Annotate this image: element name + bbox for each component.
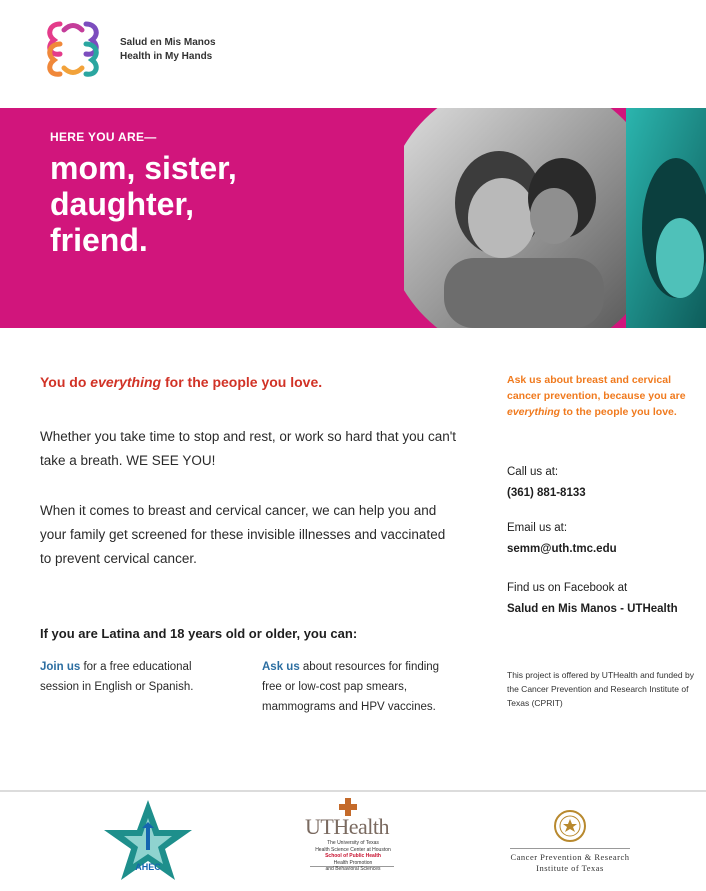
screening-paragraph: When it comes to breast and cervical cancer, we can help you and your family get screened for these invisible illnesses and vaccinated to prevent cervical cancer.	[40, 503, 446, 566]
side-callout-emphasis: everything	[507, 406, 561, 418]
intro-paragraph: Whether you take time to stop and rest, or work so hard that you can't take a breath. WE SEE YOU!	[40, 429, 457, 468]
facebook-label: Find us on Facebook at	[507, 582, 628, 594]
hero-title-line: friend.	[50, 222, 148, 258]
uthealth-line: Health Science Center at Houston	[315, 846, 391, 853]
phone-label: Call us at:	[507, 466, 559, 478]
uthealth-line: Health Promotion	[333, 859, 373, 866]
brand-line-english: Health in My Hands	[120, 51, 213, 62]
brand-name	[120, 36, 216, 64]
side-callout	[507, 372, 687, 420]
salud-en-mis-manos-logo-icon	[40, 16, 106, 82]
lead-text: for the people you love.	[161, 374, 323, 390]
join-us-highlight: Join us	[40, 661, 81, 673]
hero-eyebrow: HERE YOU ARE—	[50, 130, 157, 144]
lead-heading	[40, 374, 322, 390]
ask-us-highlight: Ask us	[262, 661, 300, 673]
funding-notice: This project is offered by UTHealth and funded by the Cancer Prevention and Research Institute of Texas (CPRIT)	[507, 670, 694, 708]
lead-text: You do	[40, 374, 91, 390]
hero-title-line: mom, sister,	[50, 150, 237, 186]
phone-number[interactable]: (361) 881-8133	[507, 487, 586, 499]
side-callout-text: Ask us about breast and cervical cancer prevention, because you are	[507, 374, 686, 402]
cprit-line: Cancer Prevention & Research	[510, 852, 630, 862]
join-us-text: for a free educational session in English or Spanish.	[40, 661, 194, 693]
uthealth-line: and Behavioral Sciences	[325, 866, 381, 872]
join-us-block	[40, 657, 230, 697]
ask-us-text: about resources for finding free or low-cost pap smears, mammograms and HPV vaccines.	[262, 661, 440, 713]
facebook-contact	[507, 578, 687, 620]
ask-us-block	[262, 657, 440, 717]
eligibility-heading: If you are Latina and 18 years old or older, you can:	[40, 626, 358, 641]
cprit-line: Institute of Texas	[536, 863, 604, 873]
phone-contact	[507, 462, 687, 504]
hero-banner	[0, 108, 706, 328]
hero-title	[50, 150, 350, 258]
email-label: Email us at:	[507, 522, 568, 534]
footer-divider	[0, 790, 706, 792]
email-contact	[507, 518, 687, 560]
brand-line-spanish: Salud en Mis Manos	[120, 37, 216, 48]
uthealth-subtitle	[305, 840, 401, 873]
uthealth-wordmark: UTHealth	[305, 814, 389, 839]
ahec-label: AHEC	[135, 862, 161, 872]
cprit-name	[490, 852, 650, 874]
email-address[interactable]: semm@uth.tmc.edu	[507, 543, 617, 555]
lead-emphasis: everything	[90, 374, 162, 390]
brand-header	[40, 16, 270, 86]
hero-title-line: daughter,	[50, 186, 195, 222]
uthealth-school: School of Public Health	[325, 853, 381, 859]
facebook-page[interactable]: Salud en Mis Manos - UTHealth	[507, 603, 678, 615]
hero-photo-image	[404, 108, 706, 328]
side-callout-text: to the people you love.	[560, 406, 677, 418]
uthealth-line: The University of Texas	[327, 840, 379, 846]
